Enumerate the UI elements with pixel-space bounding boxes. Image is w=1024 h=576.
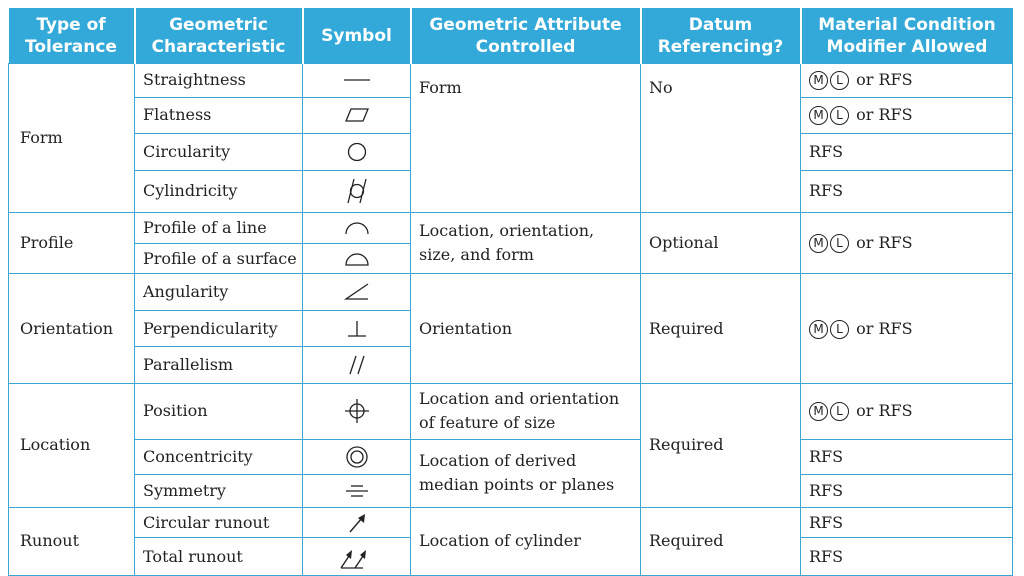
table-row	[9, 507, 1013, 537]
mmc-icon: M	[809, 71, 828, 90]
datum-runout: Required	[641, 507, 801, 575]
symmetry-symbol-icon	[342, 482, 372, 500]
lmc-icon: L	[830, 106, 849, 125]
char-total-runout: Total runout	[135, 538, 303, 576]
perpendicularity-symbol-icon	[342, 318, 372, 340]
straightness-symbol-icon	[342, 70, 372, 90]
table-row	[9, 213, 1013, 243]
char-flatness: Flatness	[135, 97, 303, 134]
group-orientation: Orientation	[9, 274, 135, 384]
profile-surface-symbol-icon	[342, 250, 372, 268]
header-characteristic: Geometric Characteristic	[135, 8, 303, 64]
mmc-icon: M	[809, 106, 828, 125]
mmc-icon: M	[809, 320, 828, 339]
lmc-icon: L	[830, 71, 849, 90]
geometric-tolerance-table	[8, 8, 1013, 576]
char-position: Position	[135, 383, 303, 439]
modifier-cell: M L or RFS	[801, 213, 1013, 274]
group-profile: Profile	[9, 213, 135, 274]
char-profile-surface: Profile of a surface	[135, 243, 303, 273]
modifier-cell: RFS	[801, 475, 1013, 508]
header-modifier: Material Condition Modifier Allowed	[801, 8, 1013, 64]
table-row	[9, 439, 1013, 475]
char-concentricity: Concentricity	[135, 439, 303, 475]
attr-profile: Location, orientation, size, and form	[411, 213, 641, 274]
modifier-cell: RFS	[801, 538, 1013, 576]
lmc-icon: L	[830, 234, 849, 253]
parallelism-symbol-icon	[342, 353, 372, 377]
char-perpendicularity: Perpendicularity	[135, 310, 303, 347]
attr-form: Form	[411, 64, 641, 213]
profile-line-symbol-icon	[342, 219, 372, 237]
total-runout-symbol-icon	[337, 543, 377, 571]
position-symbol-icon	[342, 397, 372, 425]
char-symmetry: Symmetry	[135, 475, 303, 508]
datum-orientation: Required	[641, 274, 801, 384]
char-parallelism: Parallelism	[135, 347, 303, 384]
char-profile-line: Profile of a line	[135, 213, 303, 243]
table-row	[9, 383, 1013, 439]
modifier-cell: RFS	[801, 439, 1013, 475]
modifier-cell: M L or RFS	[801, 64, 1013, 98]
char-circularity: Circularity	[135, 134, 303, 171]
group-form: Form	[9, 64, 135, 213]
attr-runout: Location of cylinder	[411, 507, 641, 575]
angularity-symbol-icon	[342, 281, 372, 303]
header-row	[9, 8, 1013, 64]
circularity-symbol-icon	[342, 141, 372, 163]
datum-profile: Optional	[641, 213, 801, 274]
circular-runout-symbol-icon	[342, 511, 372, 535]
modifier-cell: RFS	[801, 507, 1013, 537]
modifier-cell: M L or RFS	[801, 97, 1013, 134]
header-type: Type of Tolerance	[9, 8, 135, 64]
cylindricity-symbol-icon	[342, 177, 372, 205]
char-cylindricity: Cylindricity	[135, 170, 303, 213]
attr-position: Location and orientation of feature of size	[411, 383, 641, 439]
group-runout: Runout	[9, 507, 135, 575]
datum-location: Required	[641, 383, 801, 507]
lmc-icon: L	[830, 402, 849, 421]
header-attribute: Geometric Attribute Controlled	[411, 8, 641, 64]
table-row	[9, 64, 1013, 98]
modifier-cell: RFS	[801, 134, 1013, 171]
header-datum: Datum Referencing?	[641, 8, 801, 64]
modifier-cell: M L or RFS	[801, 383, 1013, 439]
attr-orientation: Orientation	[411, 274, 641, 384]
group-location: Location	[9, 383, 135, 507]
modifier-cell: M L or RFS	[801, 274, 1013, 384]
lmc-icon: L	[830, 320, 849, 339]
mmc-icon: M	[809, 402, 828, 421]
header-symbol: Symbol	[303, 8, 411, 64]
datum-form: No	[641, 64, 801, 213]
concentricity-symbol-icon	[342, 443, 372, 471]
table-row	[9, 274, 1013, 311]
char-straightness: Straightness	[135, 64, 303, 98]
attr-derived: Location of derived median points or planes	[411, 439, 641, 507]
char-angularity: Angularity	[135, 274, 303, 311]
char-circular-runout: Circular runout	[135, 507, 303, 537]
mmc-icon: M	[809, 234, 828, 253]
flatness-symbol-icon	[342, 105, 372, 125]
modifier-cell: RFS	[801, 170, 1013, 213]
